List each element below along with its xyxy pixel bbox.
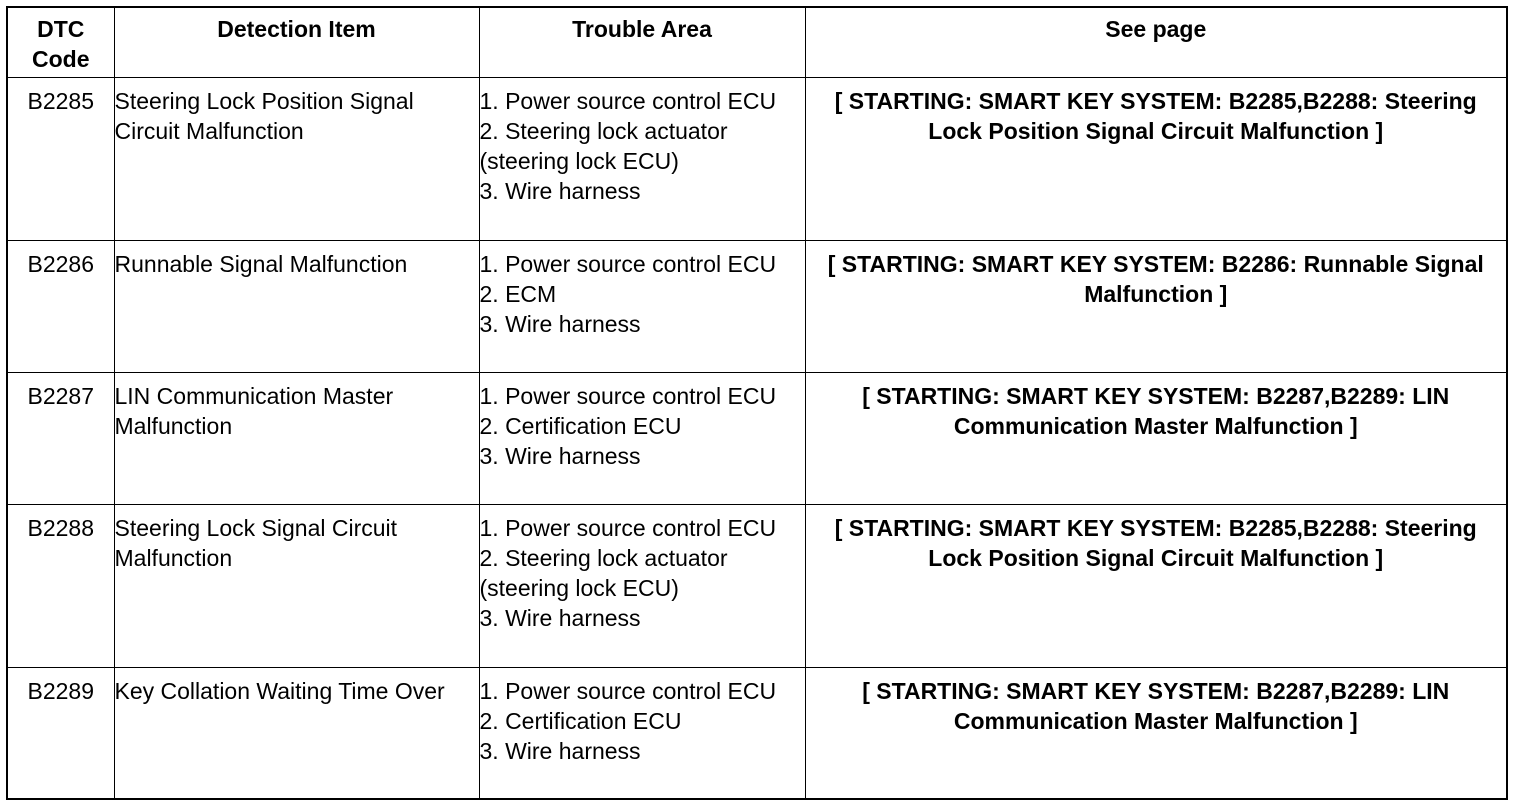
dtc-table xyxy=(6,6,1508,800)
dtc-code-cell: B2287 xyxy=(7,372,114,504)
see-page-cell xyxy=(805,504,1507,667)
table-row xyxy=(7,504,1507,667)
table-row xyxy=(7,667,1507,799)
detection-item-cell: Key Collation Waiting Time Over xyxy=(114,667,479,799)
dtc-code-cell: B2288 xyxy=(7,504,114,667)
trouble-area-cell xyxy=(479,667,805,799)
header-dtc-code xyxy=(7,7,114,77)
trouble-area-line: 3. Wire harness xyxy=(479,310,641,337)
dtc-code-cell: B2289 xyxy=(7,667,114,799)
table-row xyxy=(7,77,1507,240)
detection-item-cell: Runnable Signal Malfunction xyxy=(114,240,479,372)
trouble-area-cell xyxy=(479,504,805,667)
see-page-link[interactable]: [ STARTING: SMART KEY SYSTEM: B2286: Runnable Signal Malfunction ] xyxy=(827,250,1484,307)
trouble-area-line: 1. Power source control ECU xyxy=(479,382,777,409)
header-see-page: See page xyxy=(805,7,1507,77)
trouble-area-line: 3. Wire harness xyxy=(479,737,641,764)
see-page-link[interactable]: [ STARTING: SMART KEY SYSTEM: B2285,B2288: Steering Lock Position Signal Circuit Malfunction ] xyxy=(834,514,1477,571)
trouble-area-line: 2. Steering lock actuator (steering lock ECU) xyxy=(479,544,728,601)
trouble-area-cell xyxy=(479,372,805,504)
header-detection-item: Detection Item xyxy=(114,7,479,77)
trouble-area-line: 3. Wire harness xyxy=(479,604,641,631)
trouble-area-line: 2. Certification ECU xyxy=(479,412,682,439)
trouble-area-cell xyxy=(479,240,805,372)
trouble-area-line: 1. Power source control ECU xyxy=(479,250,777,277)
header-dtc-code-line2: Code xyxy=(32,46,90,72)
table-header-row xyxy=(7,7,1507,77)
trouble-area-line: 2. Steering lock actuator (steering lock ECU) xyxy=(479,117,728,174)
see-page-link[interactable]: [ STARTING: SMART KEY SYSTEM: B2287,B2289: LIN Communication Master Malfunction ] xyxy=(862,382,1450,439)
trouble-area-line: 1. Power source control ECU xyxy=(479,87,777,114)
trouble-area-line: 2. ECM xyxy=(479,280,557,307)
dtc-code-cell: B2286 xyxy=(7,240,114,372)
detection-item-cell: Steering Lock Signal Circuit Malfunction xyxy=(114,504,479,667)
trouble-area-line: 2. Certification ECU xyxy=(479,707,682,734)
see-page-cell xyxy=(805,372,1507,504)
header-dtc-code-line1: DTC xyxy=(37,16,85,42)
detection-item-cell: LIN Communication Master Malfunction xyxy=(114,372,479,504)
see-page-cell xyxy=(805,667,1507,799)
detection-item-cell: Steering Lock Position Signal Circuit Malfunction xyxy=(114,77,479,240)
see-page-cell xyxy=(805,77,1507,240)
see-page-link[interactable]: [ STARTING: SMART KEY SYSTEM: B2285,B2288: Steering Lock Position Signal Circuit Malfunction ] xyxy=(834,87,1477,144)
trouble-area-line: 1. Power source control ECU xyxy=(479,677,777,704)
trouble-area-line: 3. Wire harness xyxy=(479,442,641,469)
see-page-link[interactable]: [ STARTING: SMART KEY SYSTEM: B2287,B2289: LIN Communication Master Malfunction ] xyxy=(862,677,1450,734)
table-row xyxy=(7,372,1507,504)
trouble-area-cell xyxy=(479,77,805,240)
trouble-area-line: 1. Power source control ECU xyxy=(479,514,777,541)
header-trouble-area: Trouble Area xyxy=(479,7,805,77)
see-page-cell xyxy=(805,240,1507,372)
table-row xyxy=(7,240,1507,372)
dtc-code-cell: B2285 xyxy=(7,77,114,240)
trouble-area-line: 3. Wire harness xyxy=(479,177,641,204)
